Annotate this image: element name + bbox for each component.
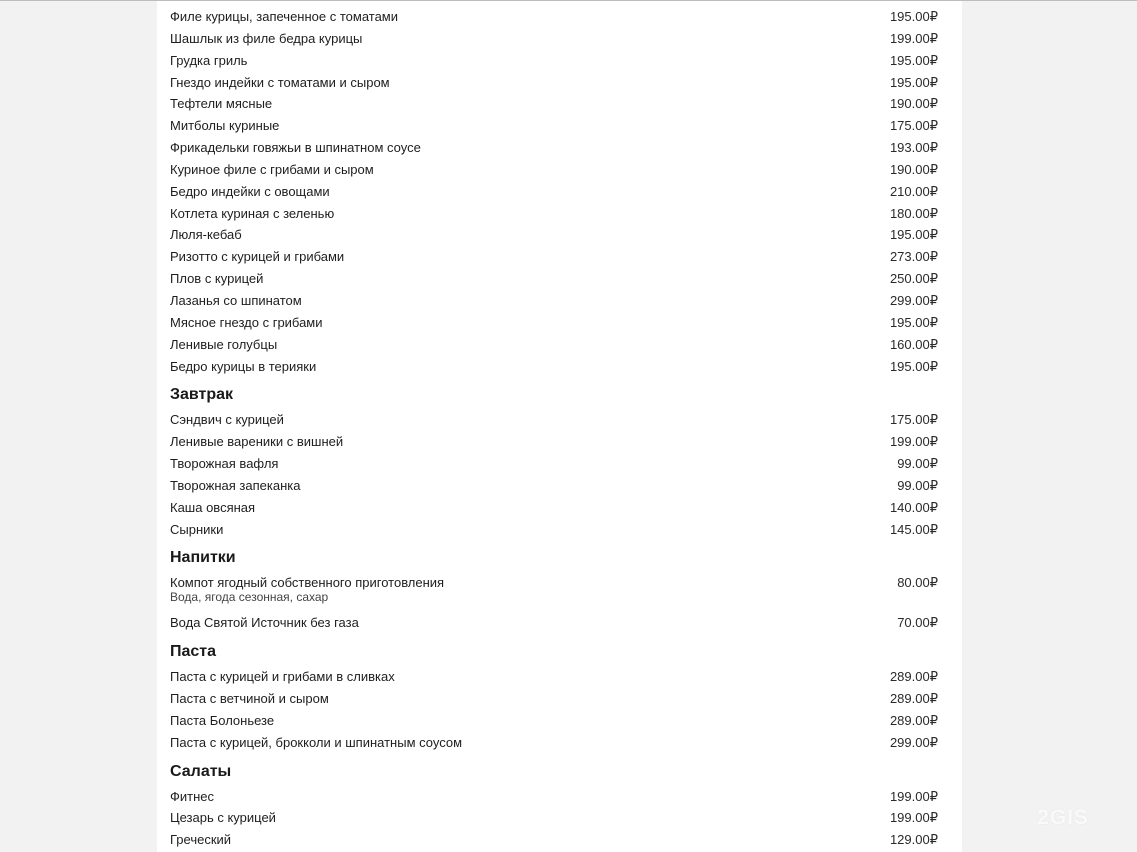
menu-item[interactable] xyxy=(170,666,938,688)
menu-item[interactable] xyxy=(170,572,938,612)
menu-item-price: 299.00₽ xyxy=(889,292,938,308)
menu-item-price: 289.00₽ xyxy=(889,669,938,685)
menu-item-price: 140.00₽ xyxy=(889,499,938,515)
menu-item-price: 129.00₽ xyxy=(889,832,938,848)
menu-item-name: Котлета куриная с зеленью xyxy=(170,205,335,221)
menu-item[interactable] xyxy=(170,453,938,475)
menu-item-name: Паста с курицей и грибами в сливках xyxy=(170,669,395,685)
section-title: Завтрак xyxy=(170,386,234,404)
menu-item-price: 99.00₽ xyxy=(897,477,938,493)
menu-item-name: Фитнес xyxy=(170,788,215,804)
menu-item[interactable] xyxy=(170,72,938,94)
menu-item[interactable] xyxy=(170,268,938,290)
menu-item-name: Грудка гриль xyxy=(170,52,248,68)
menu-item[interactable] xyxy=(170,181,938,203)
menu-item-name: Ризотто с курицей и грибами xyxy=(170,249,345,265)
menu-item[interactable] xyxy=(170,710,938,732)
menu-item-price: 195.00₽ xyxy=(889,74,938,90)
menu-item-name: Филе курицы, запеченное с томатами xyxy=(170,9,398,24)
menu-item-name: Вода Святой Источник без газа xyxy=(170,615,359,631)
menu-item-name: Бедро курицы в терияки xyxy=(170,358,317,374)
menu-item[interactable] xyxy=(170,312,938,334)
menu-item-price: 199.00₽ xyxy=(889,788,938,804)
menu-item-name: Каша овсяная xyxy=(170,499,256,515)
menu-item-name: Паста Болоньезе xyxy=(170,712,275,728)
menu-item[interactable] xyxy=(170,115,938,137)
menu-item-name: Шашлык из филе бедра курицы xyxy=(170,30,363,46)
menu-item-name: Паста с курицей, брокколи и шпинатным соусом xyxy=(170,734,463,750)
menu-item-name: Цезарь с курицей xyxy=(170,810,276,826)
menu-item-name: Тефтели мясные xyxy=(170,96,273,112)
menu-item-name: Куриное филе с грибами и сыром xyxy=(170,161,374,177)
menu-page xyxy=(157,1,962,852)
menu-item-price: 195.00₽ xyxy=(889,314,938,330)
menu-item[interactable] xyxy=(170,732,938,754)
menu-item-name: Творожная вафля xyxy=(170,456,279,472)
menu-item-price: 299.00₽ xyxy=(889,734,938,750)
menu-item-price: 193.00₽ xyxy=(889,140,938,156)
menu-item-name: Творожная запеканка xyxy=(170,477,301,493)
menu-item-price: 195.00₽ xyxy=(889,9,938,24)
menu-item[interactable] xyxy=(170,356,938,378)
menu-item-name: Ленивые голубцы xyxy=(170,336,278,352)
menu-item-name: Паста с ветчиной и сыром xyxy=(170,691,329,707)
menu-item[interactable] xyxy=(170,50,938,72)
menu-item-price: 99.00₽ xyxy=(897,456,938,472)
menu-item-name: Люля-кебаб xyxy=(170,227,242,243)
menu-item-name: Ленивые вареники с вишней xyxy=(170,434,344,450)
menu-item[interactable] xyxy=(170,93,938,115)
menu-item[interactable] xyxy=(170,6,938,28)
menu-item[interactable] xyxy=(170,224,938,246)
menu-item-price: 273.00₽ xyxy=(889,249,938,265)
menu-item[interactable] xyxy=(170,290,938,312)
menu-item-name: Сырники xyxy=(170,521,224,537)
menu-item-name: Мясное гнездо с грибами xyxy=(170,314,323,330)
menu-item-price: 289.00₽ xyxy=(889,712,938,728)
menu-item-price: 70.00₽ xyxy=(897,615,938,631)
watermark-logo: 2GIS xyxy=(1037,806,1089,829)
menu-item[interactable] xyxy=(170,409,938,431)
menu-item-price: 195.00₽ xyxy=(889,358,938,374)
menu-list xyxy=(170,6,938,851)
menu-item[interactable] xyxy=(170,786,938,808)
menu-item[interactable] xyxy=(170,203,938,225)
menu-item-name: Бедро индейки с овощами xyxy=(170,183,330,199)
menu-item-price: 175.00₽ xyxy=(889,118,938,134)
menu-item[interactable] xyxy=(170,807,938,829)
menu-item[interactable] xyxy=(170,137,938,159)
menu-item-name: Фрикадельки говяжьи в шпинатном соусе xyxy=(170,140,421,156)
menu-item[interactable] xyxy=(170,246,938,268)
menu-item[interactable] xyxy=(170,475,938,497)
menu-item-price: 199.00₽ xyxy=(889,30,938,46)
menu-item-price: 145.00₽ xyxy=(889,521,938,537)
menu-item-price: 210.00₽ xyxy=(889,183,938,199)
menu-item[interactable] xyxy=(170,334,938,356)
menu-item[interactable] xyxy=(170,28,938,50)
menu-item-description: Вода, ягода сезонная, сахар xyxy=(170,590,329,605)
menu-item-price: 195.00₽ xyxy=(889,227,938,243)
section-title: Паста xyxy=(170,643,217,661)
menu-item-name: Митболы куриные xyxy=(170,118,280,134)
menu-item[interactable] xyxy=(170,497,938,519)
menu-item-name: Сэндвич с курицей xyxy=(170,412,284,428)
menu-item-price: 160.00₽ xyxy=(889,336,938,352)
menu-item[interactable] xyxy=(170,829,938,851)
menu-item[interactable] xyxy=(170,519,938,541)
menu-item-name: Плов с курицей xyxy=(170,271,264,287)
menu-item-price: 289.00₽ xyxy=(889,691,938,707)
menu-item-price: 175.00₽ xyxy=(889,412,938,428)
menu-item-price: 250.00₽ xyxy=(889,271,938,287)
menu-item-name: Гнездо индейки с томатами и сыром xyxy=(170,74,390,90)
menu-item-price: 199.00₽ xyxy=(889,434,938,450)
section-title: Салаты xyxy=(170,762,232,780)
menu-item-price: 190.00₽ xyxy=(889,161,938,177)
section-title: Напитки xyxy=(170,549,236,567)
menu-item-price: 190.00₽ xyxy=(889,96,938,112)
menu-item-price: 195.00₽ xyxy=(889,52,938,68)
menu-item-price: 180.00₽ xyxy=(889,205,938,221)
menu-item-price: 80.00₽ xyxy=(897,575,938,591)
menu-item-price: 199.00₽ xyxy=(889,810,938,826)
menu-item[interactable] xyxy=(170,431,938,453)
menu-item-name: Компот ягодный собственного приготовления xyxy=(170,575,445,591)
menu-item[interactable] xyxy=(170,159,938,181)
menu-item[interactable] xyxy=(170,688,938,710)
menu-item-name: Лазанья со шпинатом xyxy=(170,292,302,308)
menu-item-name: Греческий xyxy=(170,832,232,848)
menu-item[interactable] xyxy=(170,612,938,634)
